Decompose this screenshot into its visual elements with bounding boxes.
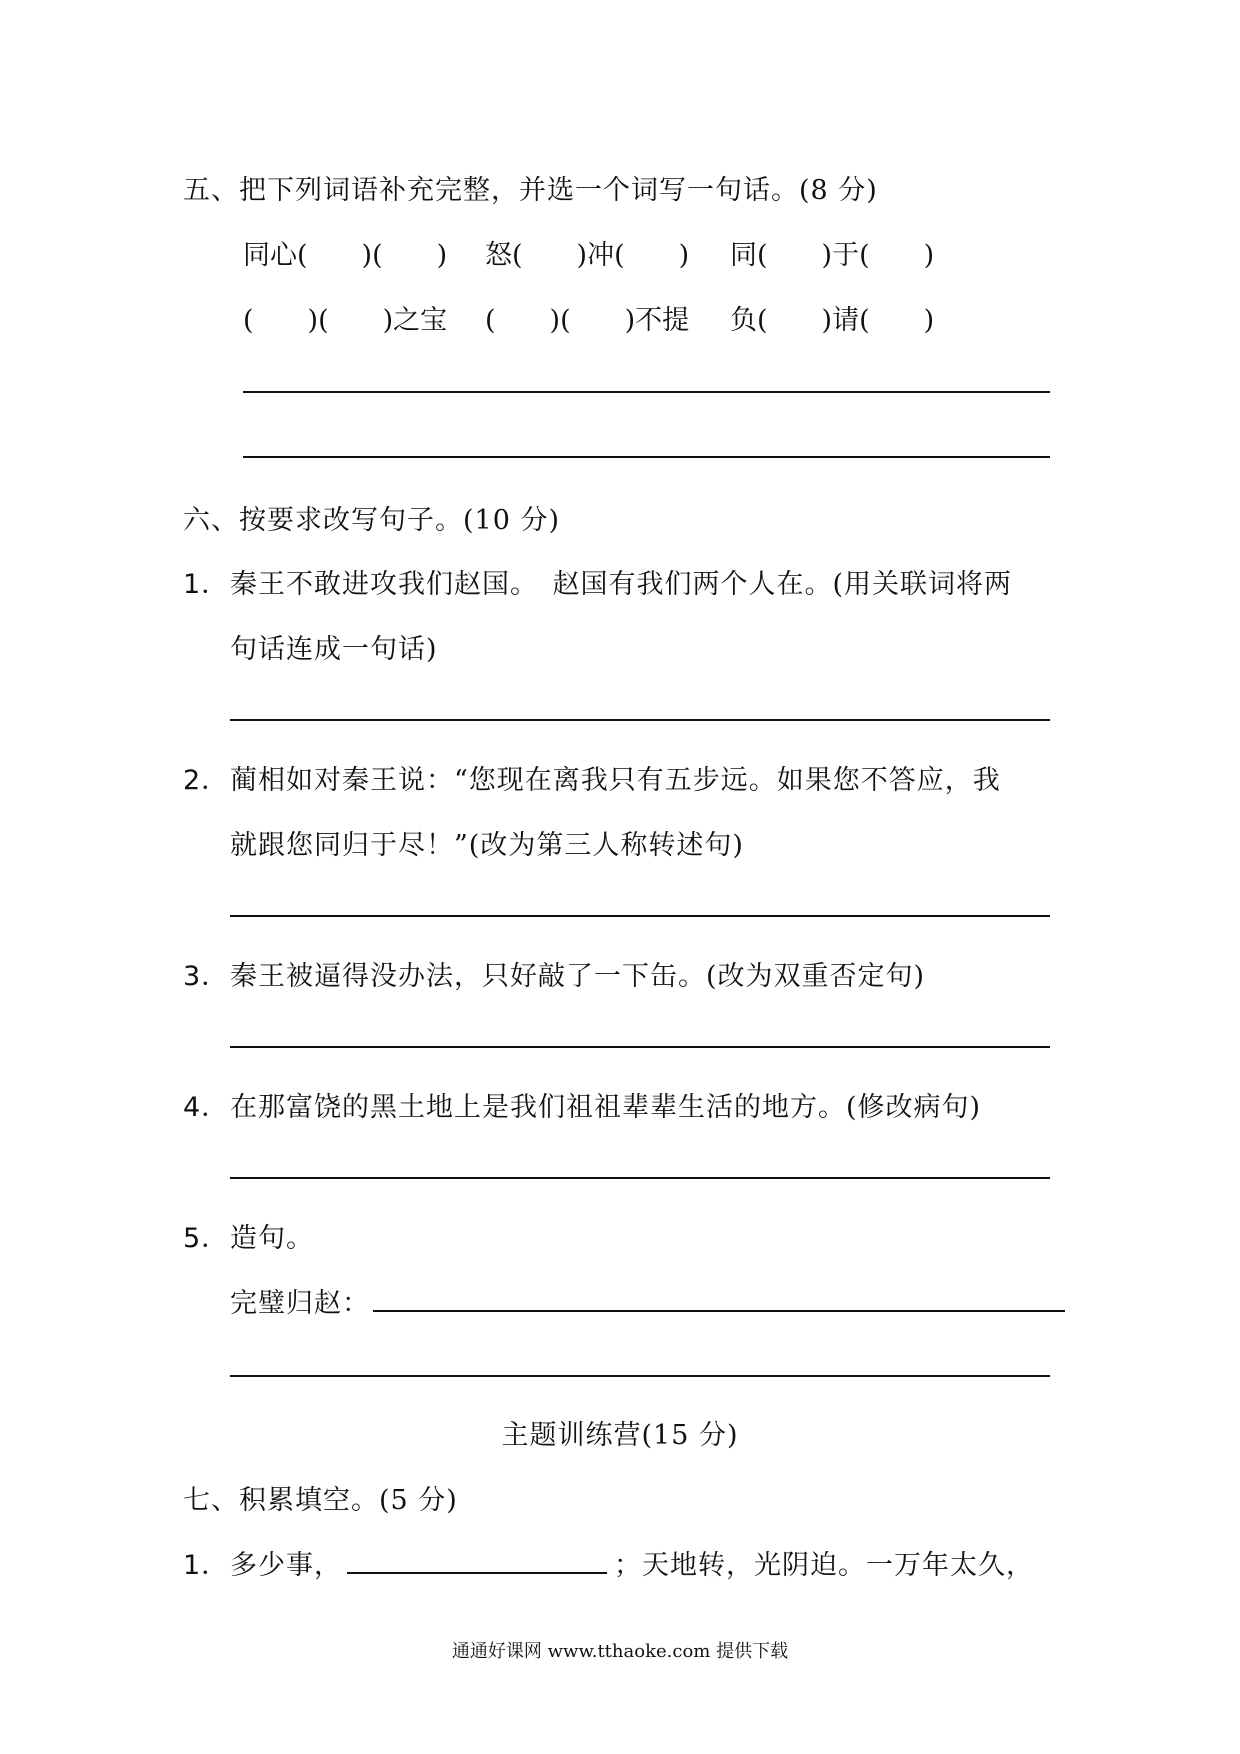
- q5-answer-line-2[interactable]: [243, 456, 1050, 458]
- q6-item-4-number: 4．: [183, 1092, 230, 1123]
- q6-item-4-answer-line[interactable]: [230, 1177, 1050, 1179]
- q6-item-4-text: 在那富饶的黑土地上是我们祖祖辈辈生活的地方。(修改病句): [230, 1092, 982, 1123]
- q7-item-1-text-after: ；天地转，光阴迫。一万年太久，: [614, 1550, 1034, 1581]
- q6-heading: 六、按要求改写句子。(10 分): [183, 505, 561, 536]
- q6-item-2-text: 蔺相如对秦王说：“您现在离我只有五步远。如果您不答应，我: [230, 765, 1001, 796]
- q5-heading: 五、把下列词语补充完整，并选一个词写一句话。(8 分): [183, 175, 878, 206]
- q6-item-3-number: 3．: [183, 961, 230, 992]
- q6-item-5-prompt: 完璧归赵：: [230, 1288, 370, 1319]
- q6-item-3-answer-line[interactable]: [230, 1046, 1050, 1048]
- q5-term-2: 怒( )冲( ): [485, 240, 690, 271]
- q6-item-1-text-cont: 句话连成一句话): [230, 634, 438, 665]
- q6-item-5-answer-line-2[interactable]: [230, 1375, 1050, 1377]
- q7-item-1-text-before: 多少事，: [230, 1550, 342, 1581]
- q6-item-2-text-cont: 就跟您同归于尽！”(改为第三人称转述句): [230, 830, 744, 861]
- q6-item-5-answer-line-1[interactable]: [373, 1310, 1065, 1312]
- q6-item-1-answer-line[interactable]: [230, 719, 1050, 721]
- q5-term-3: 同( )于( ): [730, 240, 935, 271]
- q6-item-3-text: 秦王被逼得没办法，只好敲了一下缶。(改为双重否定句): [230, 961, 926, 992]
- q6-item-2-answer-line[interactable]: [230, 915, 1050, 917]
- q6-item-1-text: 秦王不敢进攻我们赵国。 赵国有我们两个人在。(用关联词将两: [230, 569, 1013, 600]
- q7-heading: 七、积累填空。(5 分): [183, 1485, 458, 1516]
- q6-item-2-number: 2．: [183, 765, 230, 796]
- q5-term-6: 负( )请( ): [730, 305, 935, 336]
- q6-item-5-text: 造句。: [230, 1223, 314, 1254]
- q6-item-5-number: 5．: [183, 1223, 230, 1254]
- q7-item-1-number: 1．: [183, 1550, 230, 1581]
- q5-term-4: ( )( )之宝: [243, 305, 448, 336]
- q7-item-1-blank[interactable]: [347, 1572, 607, 1574]
- q5-term-1: 同心( )( ): [243, 240, 448, 271]
- q5-answer-line-1[interactable]: [243, 391, 1050, 393]
- q5-term-5: ( )( )不提: [485, 305, 690, 336]
- q6-item-1-number: 1．: [183, 569, 230, 600]
- section-title: 主题训练营(15 分): [501, 1420, 739, 1451]
- page-footer: 通通好课网 www.tthaoke.com 提供下载: [451, 1641, 789, 1662]
